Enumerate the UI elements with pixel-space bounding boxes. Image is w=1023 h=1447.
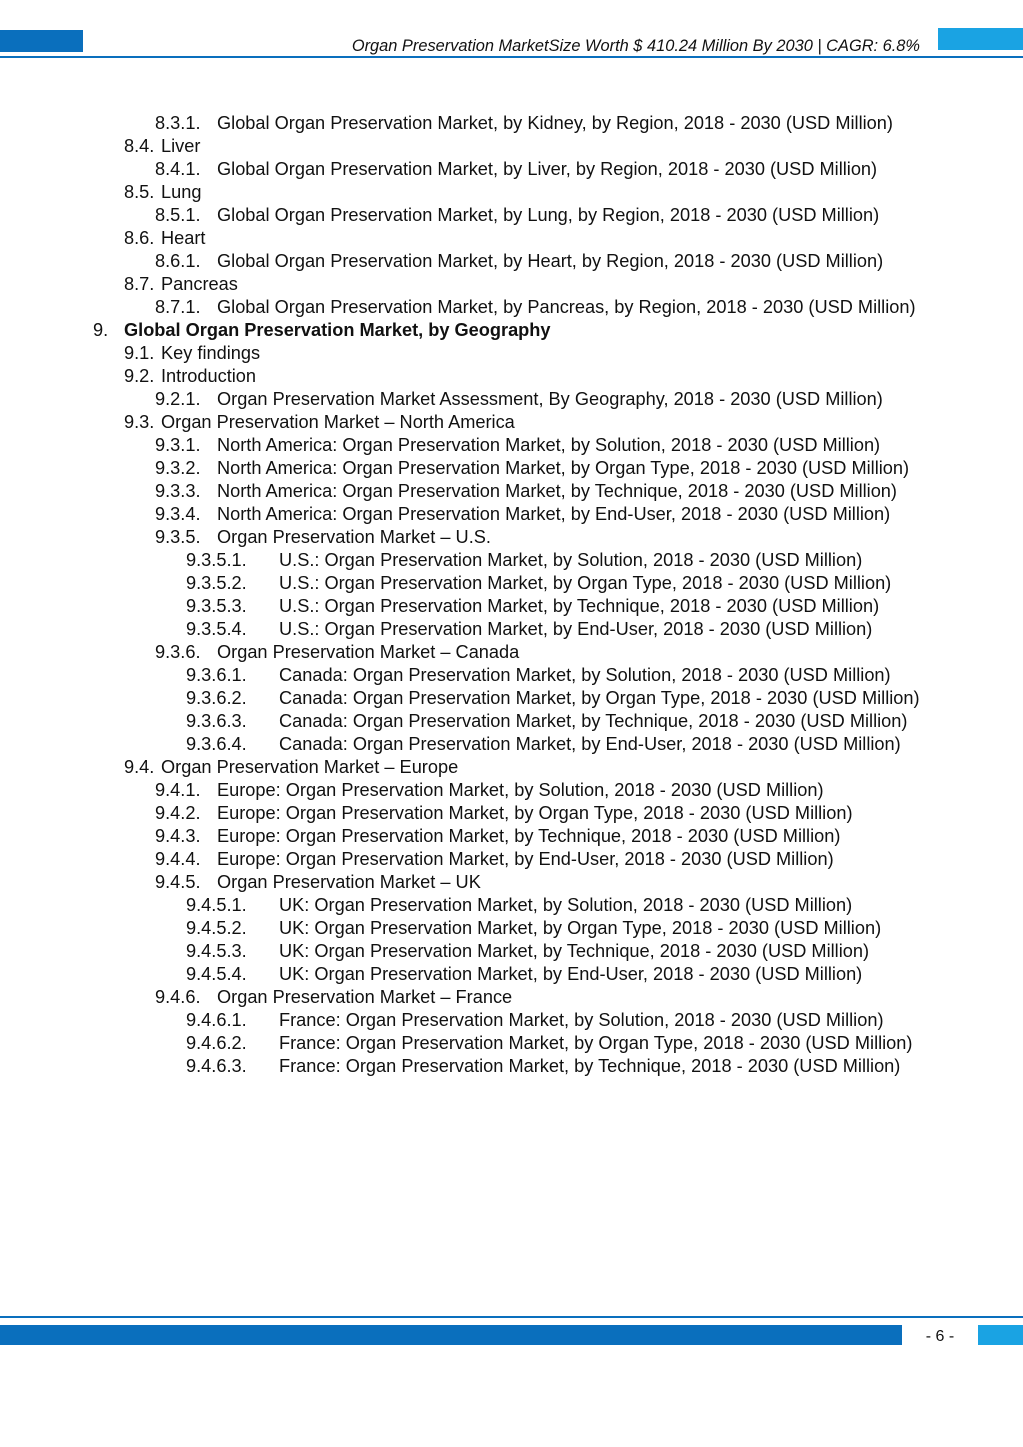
toc-entry xyxy=(0,1009,1023,1032)
toc-entry-text: Organ Preservation Market – France xyxy=(217,987,513,1007)
toc-entry-text: Canada: Organ Preservation Market, by Technique, 2018 - 2030 (USD Million) xyxy=(279,711,908,731)
toc-entry xyxy=(0,457,1023,480)
toc-entry-text: Canada: Organ Preservation Market, by Organ Type, 2018 - 2030 (USD Million) xyxy=(279,688,920,708)
toc-entry-text: Europe: Organ Preservation Market, by Organ Type, 2018 - 2030 (USD Million) xyxy=(217,803,853,823)
toc-entry-text: U.S.: Organ Preservation Market, by Solution, 2018 - 2030 (USD Million) xyxy=(279,550,863,570)
toc-entry-text: France: Organ Preservation Market, by Solution, 2018 - 2030 (USD Million) xyxy=(279,1010,884,1030)
toc-entry-number: 8.4. xyxy=(124,136,155,156)
toc-entry xyxy=(0,204,1023,227)
toc-entry-text: Organ Preservation Market – North America xyxy=(161,412,515,432)
toc-entry xyxy=(0,273,1023,296)
footer-right-accent-block xyxy=(978,1325,1023,1345)
toc-entry-text: Global Organ Preservation Market, by Kidney, by Region, 2018 - 2030 (USD Million) xyxy=(217,113,893,133)
toc-entry-number: 9.4.1. xyxy=(155,780,201,800)
toc-entry-number: 9.4. xyxy=(124,757,155,777)
toc-entry-text: Organ Preservation Market Assessment, By Geography, 2018 - 2030 (USD Million) xyxy=(217,389,883,409)
toc-entry-number: 9.4.6. xyxy=(155,987,201,1007)
toc-entry-text: Europe: Organ Preservation Market, by Technique, 2018 - 2030 (USD Million) xyxy=(217,826,841,846)
toc-entry xyxy=(0,779,1023,802)
toc-entry xyxy=(0,1055,1023,1078)
toc-entry-text: Global Organ Preservation Market, by Geography xyxy=(124,320,551,340)
toc-entry-text: UK: Organ Preservation Market, by Solution, 2018 - 2030 (USD Million) xyxy=(279,895,853,915)
toc-entry xyxy=(0,963,1023,986)
toc-entry-number: 9.3.6.4. xyxy=(186,734,247,754)
toc-entry-text: UK: Organ Preservation Market, by Organ Type, 2018 - 2030 (USD Million) xyxy=(279,918,882,938)
toc-entry-number: 9.3.1. xyxy=(155,435,201,455)
footer-rule xyxy=(0,1316,1023,1318)
toc-entry-text: Global Organ Preservation Market, by Pancreas, by Region, 2018 - 2030 (USD Million) xyxy=(217,297,916,317)
toc-entry xyxy=(0,135,1023,158)
toc-entry-text: North America: Organ Preservation Market, by End-User, 2018 - 2030 (USD Million) xyxy=(217,504,891,524)
toc-entry xyxy=(0,733,1023,756)
toc-entry-number: 9.4.6.1. xyxy=(186,1010,247,1030)
toc-entry xyxy=(0,641,1023,664)
toc-entry xyxy=(0,894,1023,917)
toc-entry xyxy=(0,112,1023,135)
toc-entry-number: 9.3.5. xyxy=(155,527,201,547)
toc-entry xyxy=(0,1032,1023,1055)
toc-entry-number: 8.6. xyxy=(124,228,155,248)
toc-entry-text: France: Organ Preservation Market, by Organ Type, 2018 - 2030 (USD Million) xyxy=(279,1033,913,1053)
toc-entry xyxy=(0,526,1023,549)
toc-entry-number: 9.4.3. xyxy=(155,826,201,846)
toc-entry xyxy=(0,250,1023,273)
toc-entry xyxy=(0,940,1023,963)
toc-entry xyxy=(0,365,1023,388)
header-right-accent-block xyxy=(938,28,1023,50)
toc-entry-number: 9.3.5.1. xyxy=(186,550,247,570)
toc-entry-text: France: Organ Preservation Market, by Technique, 2018 - 2030 (USD Million) xyxy=(279,1056,901,1076)
toc-entry-text: North America: Organ Preservation Market, by Organ Type, 2018 - 2030 (USD Million) xyxy=(217,458,910,478)
toc-entry xyxy=(0,595,1023,618)
toc-entry-number: 8.7. xyxy=(124,274,155,294)
toc-entry-text: Introduction xyxy=(161,366,257,386)
toc-entry-text: Key findings xyxy=(161,343,261,363)
toc-entry-number: 8.3.1. xyxy=(155,113,201,133)
toc-entry-number: 9.1. xyxy=(124,343,155,363)
toc-entry-number: 9.4.5.2. xyxy=(186,918,247,938)
toc-entry xyxy=(0,802,1023,825)
toc-entry-text: Organ Preservation Market – U.S. xyxy=(217,527,491,547)
toc-entry-text: Global Organ Preservation Market, by Lung, by Region, 2018 - 2030 (USD Million) xyxy=(217,205,880,225)
header-rule xyxy=(0,56,1023,58)
toc-entry-number: 9.4.5.3. xyxy=(186,941,247,961)
toc-entry-text: Lung xyxy=(161,182,202,202)
toc-entry xyxy=(0,549,1023,572)
toc-entry-number: 9.4.5. xyxy=(155,872,201,892)
toc-entry-text: U.S.: Organ Preservation Market, by Organ Type, 2018 - 2030 (USD Million) xyxy=(279,573,892,593)
toc-entry-number: 9.3.2. xyxy=(155,458,201,478)
toc-entry-text: North America: Organ Preservation Market, by Technique, 2018 - 2030 (USD Million) xyxy=(217,481,897,501)
toc-entry-text: U.S.: Organ Preservation Market, by Technique, 2018 - 2030 (USD Million) xyxy=(279,596,880,616)
toc-entry-number: 9.3.4. xyxy=(155,504,201,524)
toc-entry xyxy=(0,871,1023,894)
toc-entry-number: 9.4.6.3. xyxy=(186,1056,247,1076)
toc-entry-number: 9.3.5.4. xyxy=(186,619,247,639)
toc-entry xyxy=(0,342,1023,365)
toc-entry xyxy=(0,434,1023,457)
toc-entry-text: Liver xyxy=(161,136,201,156)
toc-entry xyxy=(0,503,1023,526)
toc-entry xyxy=(0,158,1023,181)
toc-entry xyxy=(0,664,1023,687)
toc-entry xyxy=(0,572,1023,595)
toc-entry-text: North America: Organ Preservation Market, by Solution, 2018 - 2030 (USD Million) xyxy=(217,435,881,455)
toc-entry-text: Organ Preservation Market – Europe xyxy=(161,757,459,777)
toc-entry-number: 9.2.1. xyxy=(155,389,201,409)
toc-entry xyxy=(0,296,1023,319)
toc-entry xyxy=(0,710,1023,733)
toc-entry-number: 8.7.1. xyxy=(155,297,201,317)
toc-entry-number: 8.5.1. xyxy=(155,205,201,225)
toc-entry xyxy=(0,848,1023,871)
toc-entry-text: Europe: Organ Preservation Market, by End-User, 2018 - 2030 (USD Million) xyxy=(217,849,834,869)
toc-entry-text: Organ Preservation Market – Canada xyxy=(217,642,520,662)
toc-entry-number: 9.3.5.2. xyxy=(186,573,247,593)
toc-entry xyxy=(0,227,1023,250)
header-title: Organ Preservation MarketSize Worth $ 410.24 Million By 2030 | CAGR: 6.8% xyxy=(351,37,920,55)
toc-entry xyxy=(0,825,1023,848)
toc-entry-number: 9.3.3. xyxy=(155,481,201,501)
toc-entry-number: 9.3.6.3. xyxy=(186,711,247,731)
toc-entry-number: 9.2. xyxy=(124,366,155,386)
toc-entry-number: 8.4.1. xyxy=(155,159,201,179)
toc-entry-text: Canada: Organ Preservation Market, by End-User, 2018 - 2030 (USD Million) xyxy=(279,734,901,754)
toc-entry-text: U.S.: Organ Preservation Market, by End-User, 2018 - 2030 (USD Million) xyxy=(279,619,873,639)
page-number: - 6 - xyxy=(925,1328,955,1345)
toc-entry-text: Global Organ Preservation Market, by Liver, by Region, 2018 - 2030 (USD Million) xyxy=(217,159,878,179)
toc-entry-text: Canada: Organ Preservation Market, by Solution, 2018 - 2030 (USD Million) xyxy=(279,665,891,685)
toc-entry-number: 9.3. xyxy=(124,412,155,432)
table-of-contents xyxy=(0,112,1023,1078)
toc-entry xyxy=(0,756,1023,779)
toc-entry-text: UK: Organ Preservation Market, by End-User, 2018 - 2030 (USD Million) xyxy=(279,964,863,984)
toc-entry xyxy=(0,319,1023,342)
toc-entry xyxy=(0,411,1023,434)
toc-entry xyxy=(0,388,1023,411)
toc-entry-number: 9.3.6.1. xyxy=(186,665,247,685)
toc-entry xyxy=(0,917,1023,940)
toc-entry-text: Heart xyxy=(161,228,206,248)
toc-entry-text: Global Organ Preservation Market, by Heart, by Region, 2018 - 2030 (USD Million) xyxy=(217,251,884,271)
toc-entry xyxy=(0,986,1023,1009)
toc-entry xyxy=(0,687,1023,710)
toc-entry-number: 9.4.6.2. xyxy=(186,1033,247,1053)
toc-entry-number: 9.3.6. xyxy=(155,642,201,662)
toc-entry xyxy=(0,618,1023,641)
toc-entry-number: 9.4.5.4. xyxy=(186,964,247,984)
toc-entry-text: UK: Organ Preservation Market, by Technique, 2018 - 2030 (USD Million) xyxy=(279,941,870,961)
toc-entry-text: Europe: Organ Preservation Market, by Solution, 2018 - 2030 (USD Million) xyxy=(217,780,824,800)
toc-entry-number: 9.3.5.3. xyxy=(186,596,247,616)
toc-entry-number: 8.6.1. xyxy=(155,251,201,271)
toc-entry-number: 9.4.4. xyxy=(155,849,201,869)
toc-entry-number: 9. xyxy=(93,320,109,340)
toc-entry xyxy=(0,181,1023,204)
footer-bar xyxy=(0,1325,902,1345)
toc-entry-text: Organ Preservation Market – UK xyxy=(217,872,481,892)
toc-entry xyxy=(0,480,1023,503)
toc-entry-number: 8.5. xyxy=(124,182,155,202)
toc-entry-number: 9.4.5.1. xyxy=(186,895,247,915)
toc-entry-text: Pancreas xyxy=(161,274,238,294)
toc-entry-number: 9.3.6.2. xyxy=(186,688,247,708)
toc-entry-number: 9.4.2. xyxy=(155,803,201,823)
header-left-accent-block xyxy=(0,30,83,52)
